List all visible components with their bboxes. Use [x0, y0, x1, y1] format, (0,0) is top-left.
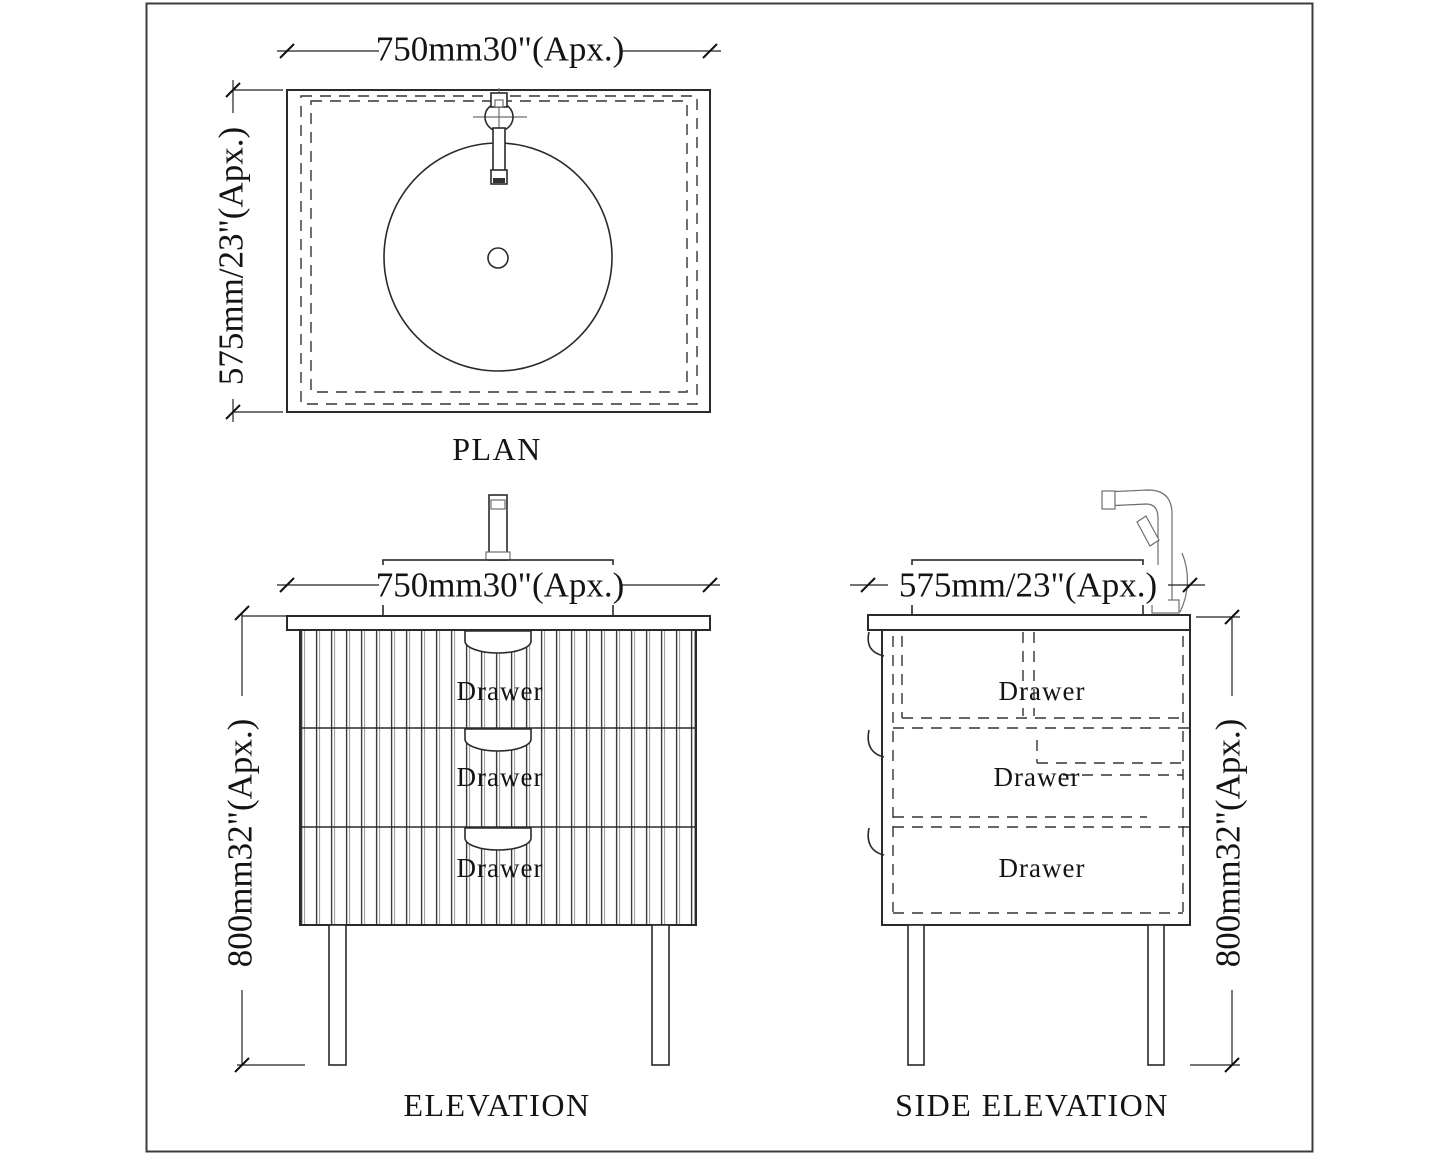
elevation-width-dimension-text: 750mm30"(Apx.)	[375, 565, 625, 605]
elevation-view	[220, 495, 720, 1123]
plan-faucet-icon	[473, 88, 527, 184]
side-depth-dimension	[850, 565, 1205, 605]
elevation-height-dimension	[220, 606, 305, 1072]
drawer-label: Drawer	[456, 853, 544, 883]
countertop-front	[287, 616, 710, 630]
cabinet-leg	[908, 925, 924, 1065]
drawer-label: Drawer	[456, 762, 544, 792]
faucet-handle-detail	[495, 100, 503, 107]
plan-width-dimension	[277, 29, 721, 69]
cabinet-leg	[329, 925, 346, 1065]
faucet-lever-handle	[1137, 516, 1159, 546]
sink-drain-circle	[488, 248, 508, 268]
drawer-label: Drawer	[993, 762, 1081, 792]
drawer-label: Drawer	[998, 853, 1086, 883]
side-elevation-view	[850, 490, 1248, 1123]
plan-width-dimension-text: 750mm30"(Apx.)	[375, 29, 625, 69]
elevation-faucet-icon	[486, 495, 510, 560]
drawer-label: Drawer	[456, 676, 544, 706]
drawer-handle-recess	[465, 631, 531, 653]
drawer-handle-recess	[465, 828, 531, 850]
drawer-label: Drawer	[998, 676, 1086, 706]
elevation-view-label: ELEVATION	[403, 1087, 591, 1123]
faucet-spout	[493, 128, 505, 176]
cabinet-leg	[652, 925, 669, 1065]
side-depth-dimension-text: 575mm/23"(Apx.)	[898, 565, 1158, 605]
countertop-side	[868, 615, 1190, 630]
side-height-dimension-text: 800mm32"(Apx.)	[1208, 718, 1248, 968]
plan-depth-dimension	[211, 80, 283, 422]
faucet-supply-hose	[1180, 553, 1187, 612]
drawer-handle-recess	[465, 729, 531, 751]
plan-depth-dimension-text: 575mm/23"(Apx.)	[211, 126, 251, 386]
faucet-spout-tip	[1102, 491, 1115, 509]
side-elevation-view-label: SIDE ELEVATION	[895, 1087, 1169, 1123]
side-height-dimension	[1190, 610, 1248, 1072]
elevation-height-dimension-text: 800mm32"(Apx.)	[220, 718, 260, 968]
faucet-spout-band	[491, 500, 505, 509]
faucet-spout-opening	[493, 178, 505, 183]
plan-view-label: PLAN	[452, 431, 542, 467]
faucet-base	[486, 552, 510, 560]
cabinet-leg	[1148, 925, 1164, 1065]
elevation-width-dimension	[277, 565, 720, 605]
plan-view	[211, 29, 721, 467]
